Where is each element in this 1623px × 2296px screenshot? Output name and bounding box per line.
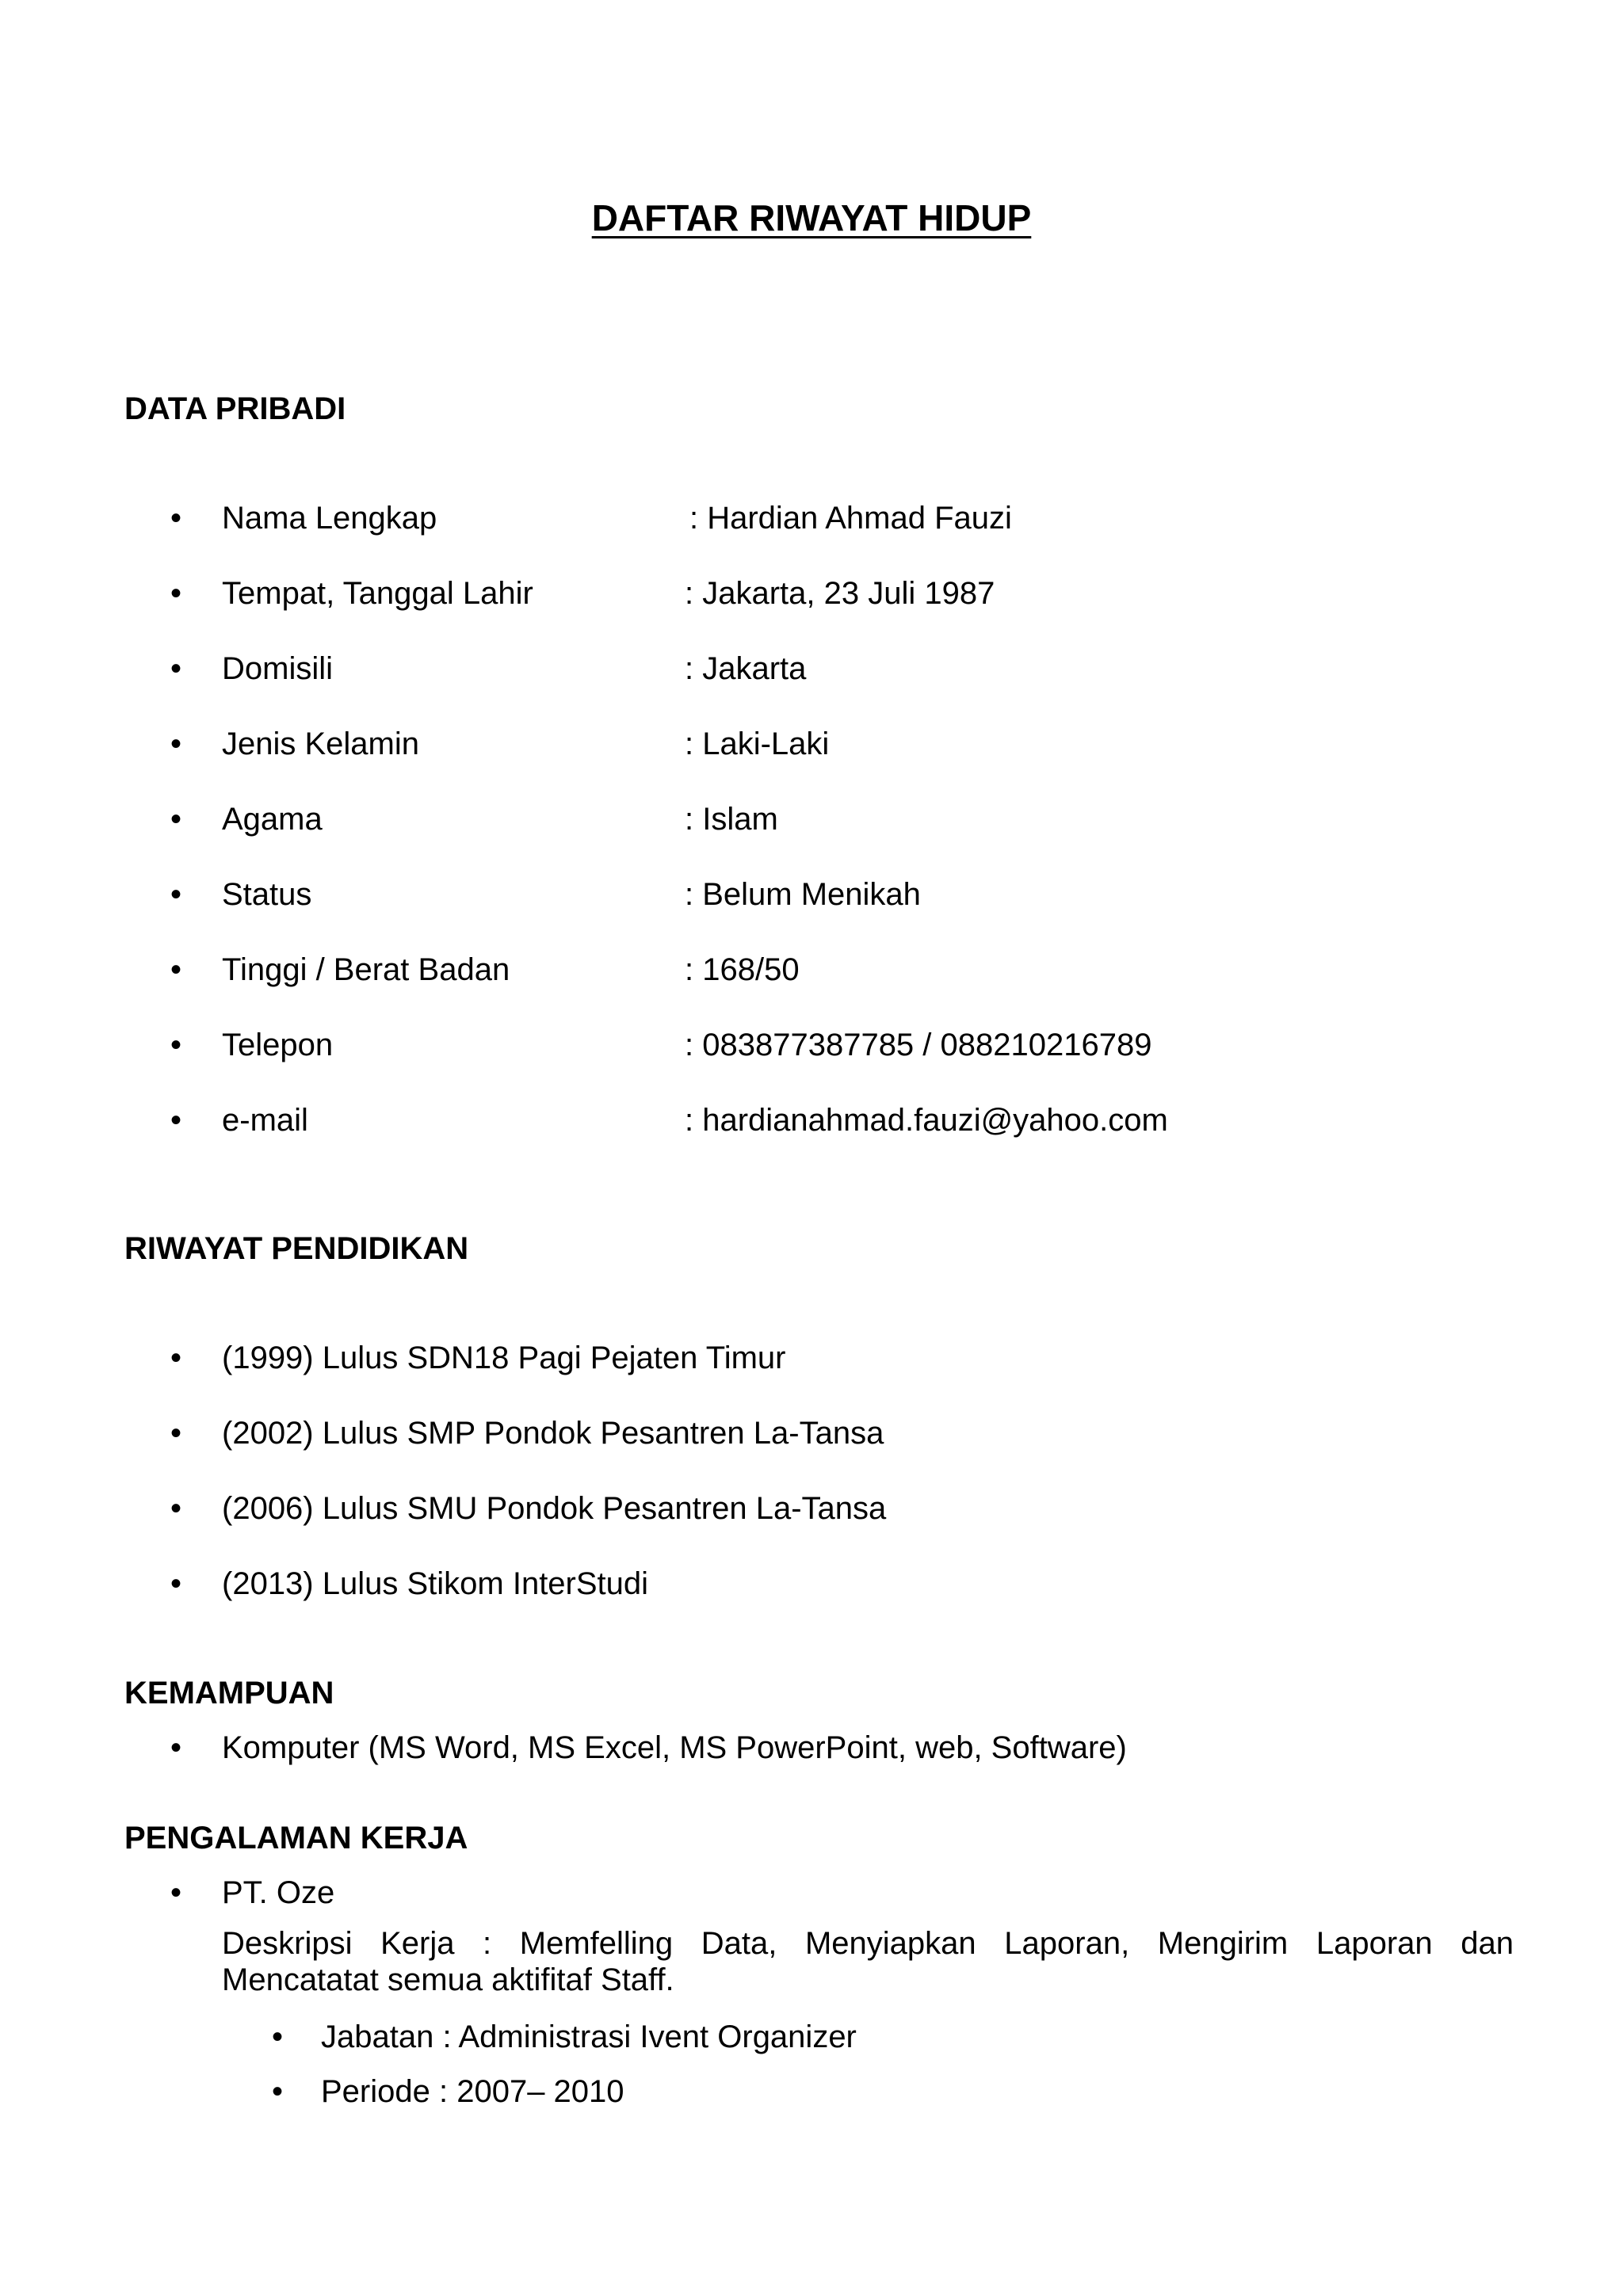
personal-value: : Jakarta, 23 Juli 1987 [685, 576, 995, 611]
personal-item-height-weight [0, 951, 1623, 990]
bullet: • [170, 651, 182, 686]
education-item [0, 1339, 1623, 1379]
personal-item-domicile [0, 650, 1623, 689]
education-text: (1999) Lulus SDN18 Pagi Pejaten Timur [222, 1341, 786, 1375]
experience-period: Periode : 2007– 2010 [321, 2074, 624, 2109]
personal-item-status [0, 875, 1623, 915]
job-description-line-2: Mencatatat semua aktifitaf Staff. [222, 1962, 674, 1997]
bullet: • [170, 1103, 182, 1138]
personal-label: Status [222, 877, 312, 912]
bullet: • [170, 1028, 182, 1062]
personal-label: Jenis Kelamin [222, 727, 420, 761]
personal-value: : Laki-Laki [685, 727, 830, 761]
personal-item-birth [0, 574, 1623, 614]
skills-text: Komputer (MS Word, MS Excel, MS PowerPoint, web, Software) [222, 1730, 1127, 1765]
experience-heading: PENGALAMAN KERJA [124, 1821, 468, 1855]
bullet: • [272, 2019, 284, 2054]
personal-value: : Islam [685, 802, 778, 837]
experience-position: Jabatan : Administrasi Ivent Organizer [321, 2019, 857, 2054]
education-text: (2006) Lulus SMU Pondok Pesantren La-Tansa [222, 1491, 887, 1526]
personal-label: Domisili [222, 651, 333, 686]
bullet: • [170, 802, 182, 837]
education-item [0, 1489, 1623, 1529]
personal-label: Tempat, Tanggal Lahir [222, 576, 533, 611]
education-item [0, 1414, 1623, 1454]
experience-company [0, 1874, 1623, 1913]
bullet: • [272, 2074, 284, 2109]
job-description-line-1: Deskripsi Kerja : Memfelling Data, Menyiapkan Laporan, Mengirim Laporan dan [222, 1926, 1514, 1961]
personal-value: : hardianahmad.fauzi@yahoo.com [685, 1103, 1168, 1138]
personal-value: : Belum Menikah [685, 877, 921, 912]
bullet: • [170, 877, 182, 912]
bullet: • [170, 576, 182, 611]
personal-value: : 168/50 [685, 952, 800, 987]
document-title: DAFTAR RIWAYAT HIDUP [591, 197, 1032, 238]
personal-label: Telepon [222, 1028, 334, 1062]
personal-item-email [0, 1101, 1623, 1141]
bullet: • [170, 1566, 182, 1601]
experience-detail [0, 2073, 1623, 2112]
skills-heading: KEMAMPUAN [124, 1676, 334, 1711]
bullet: • [170, 1341, 182, 1375]
personal-label: Tinggi / Berat Badan [222, 952, 510, 987]
personal-item-phone [0, 1026, 1623, 1066]
personal-label: Nama Lengkap [222, 501, 437, 536]
bullet: • [170, 1730, 182, 1765]
bullet: • [170, 501, 182, 536]
personal-label: e-mail [222, 1103, 308, 1138]
personal-value: : Jakarta [685, 651, 807, 686]
education-item [0, 1565, 1623, 1604]
personal-item-religion [0, 800, 1623, 840]
personal-value: : 083877387785 / 088210216789 [685, 1028, 1152, 1062]
skills-item [0, 1729, 1623, 1768]
experience-detail [0, 2018, 1623, 2058]
bullet: • [170, 952, 182, 987]
personal-label: Agama [222, 802, 323, 837]
company-name: PT. Oze [222, 1875, 335, 1910]
personal-item-name [0, 499, 1623, 539]
bullet: • [170, 1491, 182, 1526]
personal-data-heading: DATA PRIBADI [124, 391, 346, 426]
education-text: (2013) Lulus Stikom InterStudi [222, 1566, 649, 1601]
education-heading: RIWAYAT PENDIDIKAN [124, 1231, 469, 1266]
personal-value: : Hardian Ahmad Fauzi [689, 501, 1012, 536]
bullet: • [170, 1416, 182, 1451]
personal-item-gender [0, 725, 1623, 765]
education-text: (2002) Lulus SMP Pondok Pesantren La-Tansa [222, 1416, 884, 1451]
bullet: • [170, 727, 182, 761]
job-description [222, 1925, 1514, 1998]
bullet: • [170, 1875, 182, 1910]
